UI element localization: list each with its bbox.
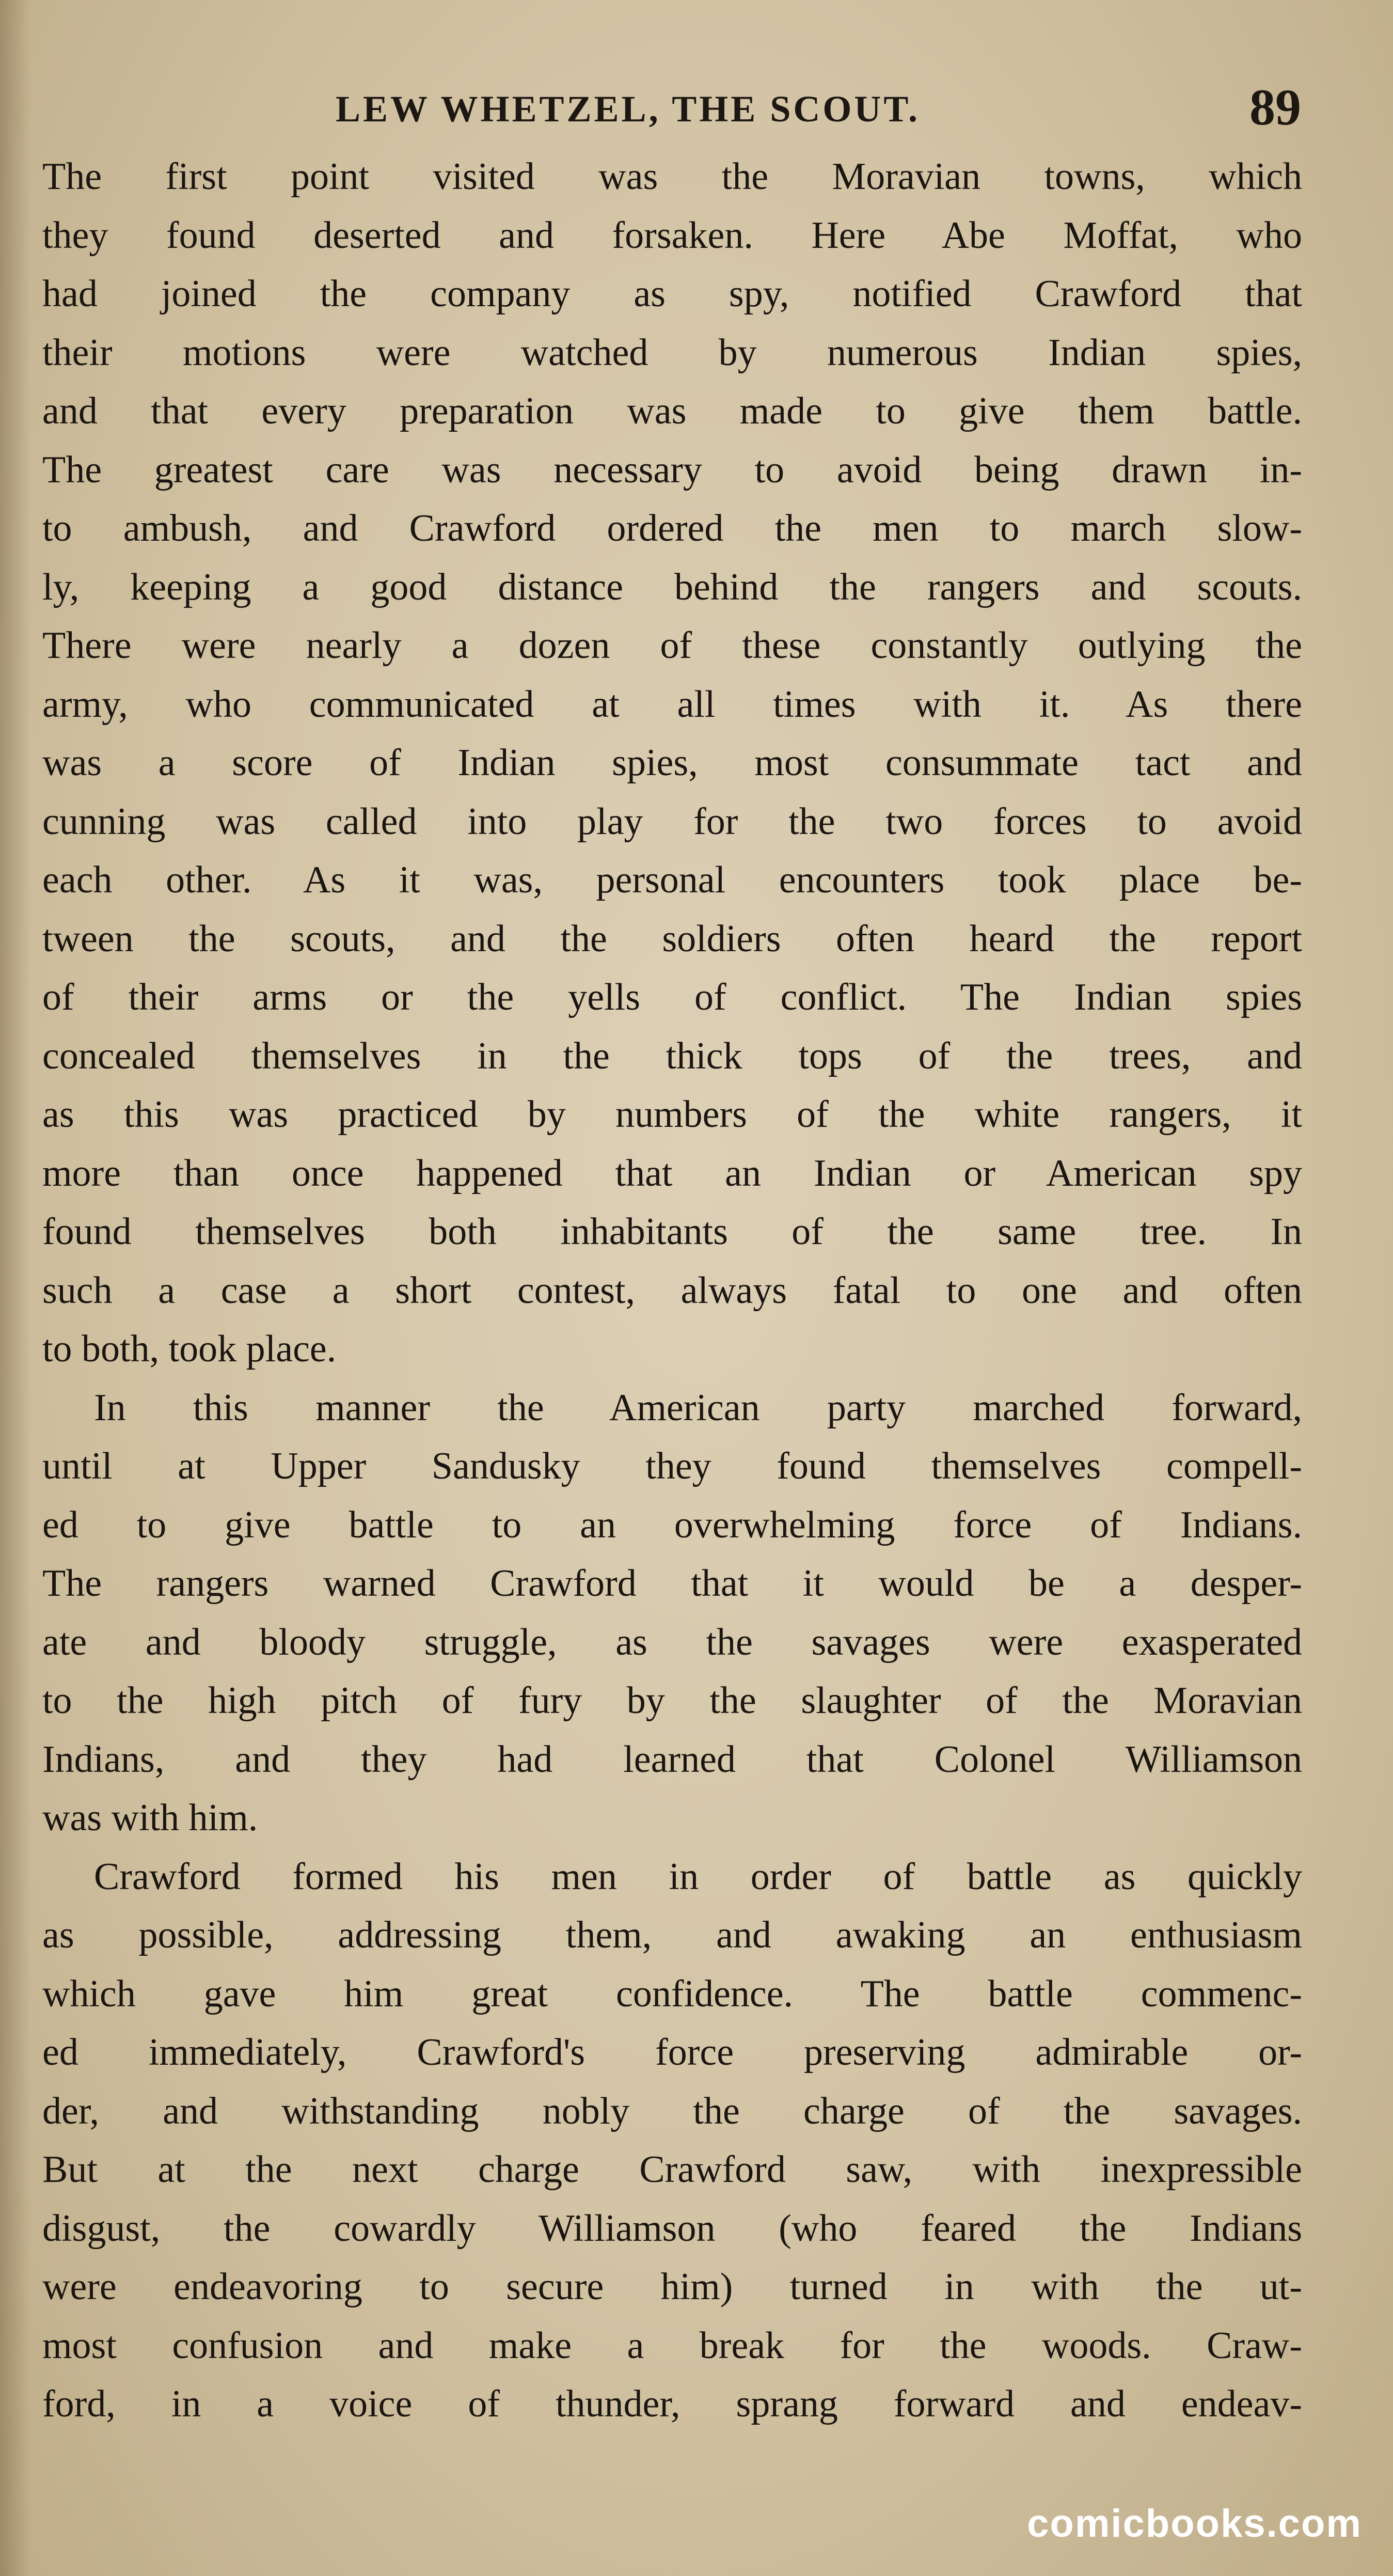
text-line: tween the scouts, and the soldiers often heard the report [42, 917, 1302, 960]
text-line: found themselves both inhabitants of the same tree. In [42, 1211, 1302, 1253]
text-line: they found deserted and forsaken. Here Abe Moffat, who [42, 214, 1302, 257]
text-line: such a case a short contest, always fatal to one and often [42, 1269, 1302, 1312]
text-line: was a score of Indian spies, most consummate tact and [42, 742, 1302, 784]
paragraph-3 [42, 1848, 1302, 2434]
text-line: ed to give battle to an overwhelming force of Indians. [42, 1503, 1302, 1546]
text-line: ed immediately, Crawford's force preserving admirable or- [42, 2031, 1302, 2074]
text-line: was with him. [42, 1797, 258, 1839]
text-line: more than once happened that an Indian or American spy [42, 1152, 1302, 1195]
text-line: had joined the company as spy, notified Crawford that [42, 273, 1302, 315]
text-line: But at the next charge Crawford saw, with inexpressible [42, 2148, 1302, 2191]
text-line: which gave him great confidence. The battle commenc- [42, 1972, 1302, 2015]
text-line: to ambush, and Crawford ordered the men to march slow- [42, 507, 1302, 549]
text-line: cunning was called into play for the two forces to avoid [42, 800, 1302, 843]
text-line: der, and withstanding nobly the charge of the savages. [42, 2090, 1302, 2132]
paragraph-1 [42, 148, 1302, 1379]
text-line: army, who communicated at all times with it. As there [42, 683, 1302, 726]
text-line: ford, in a voice of thunder, sprang forward and endeav- [42, 2383, 1302, 2425]
paragraph-2 [42, 1379, 1302, 1848]
text-line: disgust, the cowardly Williamson (who feared the Indians [42, 2207, 1302, 2250]
text-line: most confusion and make a break for the woods. Craw- [42, 2324, 1302, 2367]
text-line: their motions were watched by numerous Indian spies, [42, 331, 1302, 374]
page-gutter-shadow [0, 0, 31, 2576]
text-line: The first point visited was the Moravian towns, which [42, 155, 1302, 198]
text-line: to both, took place. [42, 1328, 337, 1370]
text-line: The rangers warned Crawford that it would be a desper- [42, 1562, 1302, 1605]
text-line: of their arms or the yells of conflict. The Indian spies [42, 976, 1302, 1018]
text-line: to the high pitch of fury by the slaughter of the Moravian [42, 1679, 1302, 1722]
text-line: were endeavoring to secure him) turned in with the ut- [42, 2266, 1302, 2308]
text-line: Indians, and they had learned that Colonel Williamson [42, 1738, 1302, 1781]
text-line: In this manner the American party marched forward, [94, 1386, 1302, 1429]
text-line: and that every preparation was made to give them battle. [42, 390, 1302, 432]
page-number: 89 [1249, 78, 1301, 136]
text-line: ly, keeping a good distance behind the rangers and scouts. [42, 566, 1302, 608]
text-line: The greatest care was necessary to avoid being drawn in- [42, 448, 1302, 491]
text-line: ate and bloody struggle, as the savages were exasperated [42, 1621, 1302, 1663]
text-line: There were nearly a dozen of these constantly outlying the [42, 624, 1302, 667]
watermark: comicbooks.com [1027, 2502, 1362, 2546]
text-line: as possible, addressing them, and awaking an enthusiasm [42, 1914, 1302, 1956]
text-line: Crawford formed his men in order of battle as quickly [94, 1855, 1302, 1898]
running-title: LEW WHETZEL, THE SCOUT. [336, 88, 921, 130]
running-head [52, 77, 1301, 134]
text-line: as this was practiced by numbers of the white rangers, it [42, 1093, 1302, 1136]
text-line: each other. As it was, personal encounters took place be- [42, 859, 1302, 901]
body-text [42, 148, 1302, 2434]
text-line: concealed themselves in the thick tops of the trees, and [42, 1034, 1302, 1077]
text-line: until at Upper Sandusky they found themselves compell- [42, 1445, 1302, 1487]
